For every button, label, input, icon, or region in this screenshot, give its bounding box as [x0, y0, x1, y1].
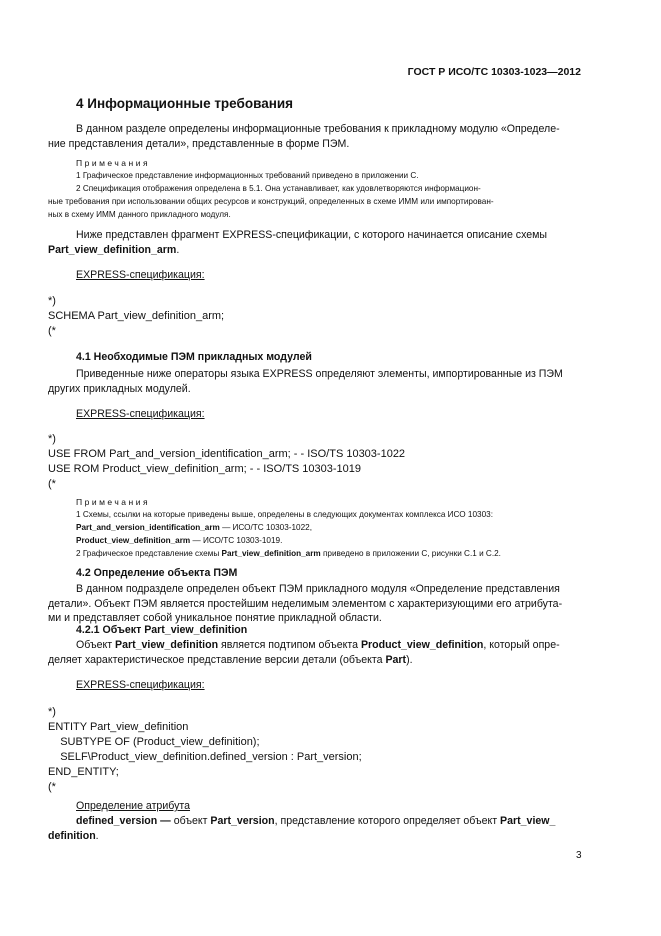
note-2-line-2: ные требования при использовании общих ресурсов и конструкций, определенных в схеме ИММ или импортирован- [48, 197, 494, 206]
subsection-4-2-1-title: 4.2.1 Объект Part_view_definition [76, 624, 248, 636]
code-block-3: *) ENTITY Part_view_definition SUBTYPE OF (Product_view_definition); SELF\Product_view_definition.defined_version : Part_version; END_ENTITY; (* [48, 706, 362, 793]
code-block-1: *) SCHEMA Part_view_definition_arm; (* [48, 295, 225, 337]
section-title: 4 Информационные требования [76, 96, 294, 111]
express-label-2: EXPRESS-спецификация: [76, 408, 205, 420]
document-header: ГОСТ Р ИСО/ТС 10303-1023—2012 [407, 66, 581, 78]
attr-line-2: definition. [48, 830, 99, 842]
intro-line-2: ние представления детали», представленные в форме ПЭМ. [48, 138, 350, 150]
note-1: 1 Графическое представление информационных требований приведено в приложении С. [76, 171, 419, 180]
schema-name: Part_view_definition_arm [48, 244, 177, 256]
page-number: 3 [576, 850, 582, 861]
express-label-1: EXPRESS-спецификация: [76, 269, 205, 281]
note2-2: 2 Графическое представление схемы Part_view_definition_arm приведено в приложении С, рисунки С.1 и С.2. [76, 549, 501, 558]
note-2-line-1: 2 Спецификация отображения определена в 5.1. Она устанавливает, как удовлетворяются информацион- [76, 184, 481, 193]
s41-line-1: Приведенные ниже операторы языка EXPRESS определяют элементы, импортированные из ПЭМ [76, 368, 563, 380]
s42-line-3: ми и представляет собой уникальное понятие прикладной области. [48, 612, 382, 624]
s42-line-2: детали». Объект ПЭМ является простейшим неделимым элементом с характеризующими его атрибута- [48, 598, 563, 610]
attribute-definition-label: Определение атрибута [76, 800, 191, 812]
note-2-line-3: ных в схему ИММ данного прикладного модуля. [48, 210, 231, 219]
notes-heading: Примечания [76, 158, 151, 168]
s421-line-1: Объект Part_view_definition является подтипом объекта Product_view_definition, который опре- [76, 639, 560, 651]
below-line-1: Ниже представлен фрагмент EXPRESS-спецификации, с которого начинается описание схемы [76, 229, 548, 241]
code-block-2: *) USE FROM Part_and_version_identification_arm; - - ISO/TS 10303-1022 USE ROM Product_view_definition_arm; - - ISO/TS 10303-1019 (* [48, 433, 406, 490]
attr-line-1: defined_version — объект Part_version, представление которого определяет объект Part_view_ [76, 815, 556, 827]
note2-1a: Part_and_version_identification_arm — ИСО/ТС 10303-1022, [76, 523, 312, 532]
subsection-4-1-title: 4.1 Необходимые ПЭМ прикладных модулей [76, 351, 312, 363]
s42-line-1: В данном подразделе определен объект ПЭМ прикладного модуля «Определение представления [76, 583, 560, 595]
intro-line-1: В данном разделе определены информационные требования к прикладному модулю «Определе- [76, 123, 560, 135]
express-label-3: EXPRESS-спецификация: [76, 679, 205, 691]
note2-1b: Product_view_definition_arm — ИСО/ТС 10303-1019. [76, 536, 283, 545]
subsection-4-2-title: 4.2 Определение объекта ПЭМ [76, 567, 238, 579]
s41-line-2: других прикладных модулей. [48, 383, 191, 395]
note2-1: 1 Схемы, ссылки на которые приведены выше, определены в следующих документах комплекса ИСО 10303: [76, 510, 493, 519]
notes-heading-2: Примечания [76, 497, 151, 507]
below-line-2: Part_view_definition_arm. [48, 244, 180, 256]
s421-line-2: деляет характеристическое представление версии детали (объекта Part). [48, 654, 413, 666]
